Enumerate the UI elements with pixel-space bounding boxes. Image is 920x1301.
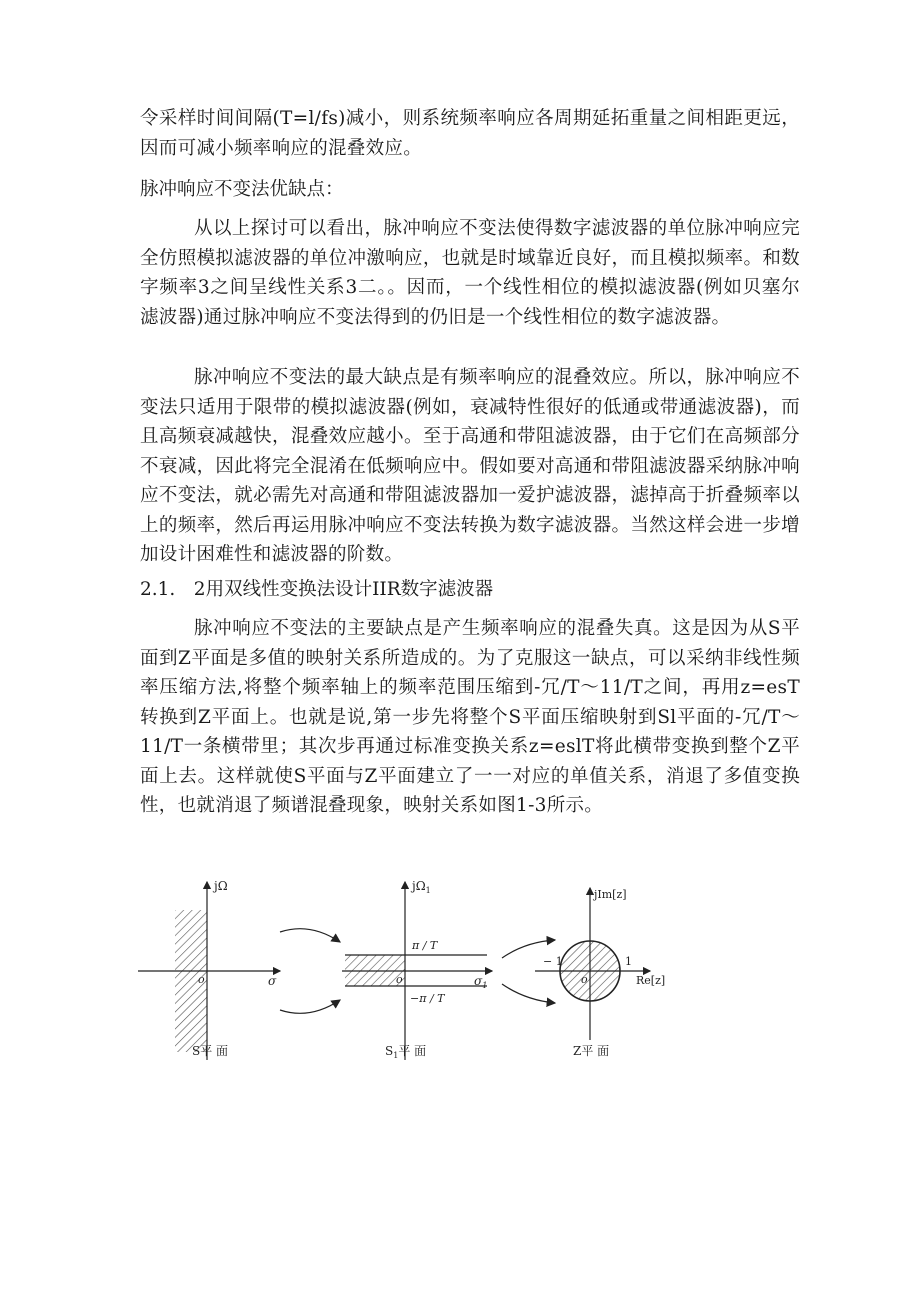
paragraph-bilinear-transform: 脉冲响应不变法的主要缺点是产生频率响应的混叠失真。这是因为从S平面到Z平面是多值的映射关系所造成的。为了克服这一缺点，可以采纳非线性频率压缩方法,将整个频率轴上的频率范围压缩到-冗/T～11/T之间，再用z=esT转换到Z平面上。也就是说,第一步先将整个S平面压缩映射到Sl平面的-冗/T～11/T一条横带里；其次步再通过标准变换关系z=eslT将此横带变换到整个Z平面上去。这样就使S平面与Z平面建立了一一对应的单值关系，消退了多值变换性，也就消退了频谱混叠现象，映射关系如图1-3所示。: [140, 618, 800, 816]
s-plane-axis-v-label: jΩ: [214, 879, 228, 893]
z-plane-diagram: [535, 888, 665, 1058]
z-plane-minus-one-label: − 1: [543, 955, 563, 968]
s1-plane-diagram: [342, 879, 492, 1060]
z-plane-axis-h-label: Re[z]: [636, 974, 666, 987]
z-plane-one-label: 1: [625, 955, 632, 968]
paragraph-advantages: 从以上探讨可以看出，脉冲响应不变法使得数字滤波器的单位脉冲响应完全仿照模拟滤波器的单位冲激响应，也就是时域靠近良好，而且模拟频率。和数字频率3之间呈线性关系3二。。因而，一个线性相位的模拟滤波器(例如贝塞尔滤波器)通过脉冲响应不变法得到的仍旧是一个线性相位的数字滤波器。: [140, 218, 800, 328]
s1-plane-caption: $S_1$平 面: [385, 1044, 427, 1060]
paragraph-sampling-interval: 令采样时间间隔(T=l∕fs)减小，则系统频率响应各周期延拓重量之间相距更远，因而可减小频率响应的混叠效应。: [140, 108, 800, 159]
mapping-figure: [130, 870, 670, 1070]
arrow-s-to-s1-upper: [280, 929, 340, 942]
arrow-s1-to-z-lower: [502, 984, 555, 1003]
arrow-s-to-s1-lower: [280, 1000, 340, 1013]
z-plane-caption: Z平 面: [573, 1044, 610, 1058]
s1-plane-lower-label: −π / T: [410, 992, 445, 1005]
s1-plane-upper-label: π / T: [412, 939, 438, 952]
s-plane-origin-label: o: [198, 973, 205, 986]
z-plane-origin-label: o: [581, 973, 588, 986]
s1-plane-axis-h-label: $\sigma_1$: [474, 974, 488, 990]
s1-plane-strip-shading-upper: [345, 955, 405, 971]
s1-plane-origin-label: o: [396, 973, 403, 986]
paragraph-disadvantages: 脉冲响应不变法的最大缺点是有频率响应的混叠效应。所以，脉冲响应不变法只适用于限带的模拟滤波器(例如，衰减特性很好的低通或带通滤波器)，而且高频衰减越快，混叠效应越小。至于高通和带阻滤波器，由于它们在高频部分不衰减，因此将完全混淆在低频响应中。假如要对高通和带阻滤波器采纳脉冲响应不变法，就必需先对高通和带阻滤波器加一爱护滤波器，滤掉高于折叠频率以上的频率，然后再运用脉冲响应不变法转换为数字滤波器。当然这样会进一步增加设计困难性和滤波器的阶数。: [140, 367, 800, 565]
section-heading-bilinear: 2.1. 2用双线性变换法设计IIR数字滤波器: [140, 579, 494, 600]
s1-plane-axis-v-label: $j\Omega_1$: [412, 879, 431, 895]
z-plane-axis-v-label: jIm[z]: [594, 888, 627, 901]
s-plane-axis-h-label: σ: [268, 974, 277, 988]
s-plane-caption: S平 面: [192, 1044, 229, 1058]
section-heading-pros-cons: 脉冲响应不变法优缺点：: [140, 179, 344, 200]
s-plane-diagram: [138, 879, 280, 1060]
